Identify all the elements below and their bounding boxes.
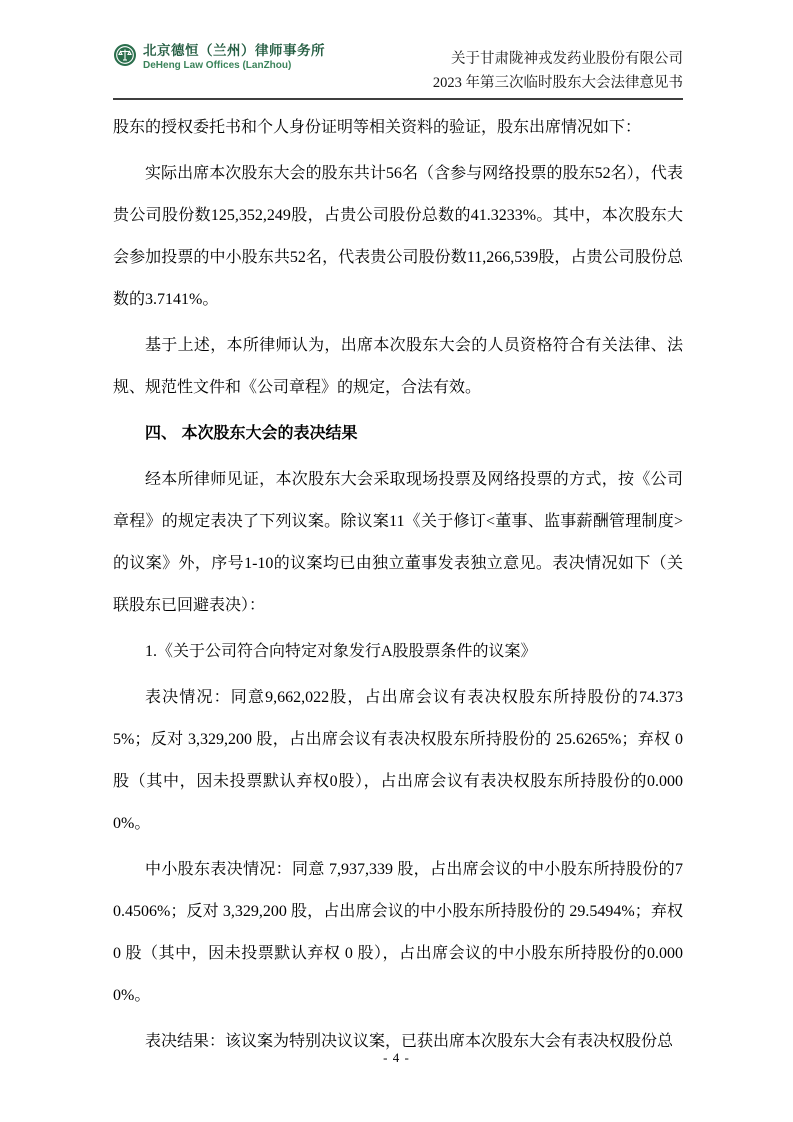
- document-paragraph: 表决情况：同意9,662,022股，占出席会议有表决权股东所持股份的74.3735%；反对 3,329,200 股，占出席会议有表决权股东所持股份的 25.6265%；弃权 0 股（其中，因未投票默认弃权0股），占出席会议有表决权股东所持股份的0.0000%。: [113, 689, 683, 832]
- page-number: - 4 -: [383, 1050, 410, 1065]
- document-paragraph: 中小股东表决情况：同意 7,937,339 股，占出席会议的中小股东所持股份的70.4506%；反对 3,329,200 股，占出席会议的中小股东所持股份的 29.5494%；弃权 0 股（其中，因未投票默认弃权 0 股），占出席会议的中小股东所持股份的0.0000%。: [113, 861, 683, 1004]
- deheng-scales-emblem-icon: [113, 43, 137, 67]
- document-paragraph: 1.《关于公司符合向特定对象发行A股股票条件的议案》: [145, 643, 537, 660]
- document-paragraph: 基于上述，本所律师认为，出席本次股东大会的人员资格符合有关法律、法规、规范性文件和《公司章程》的规定，合法有效。: [113, 337, 683, 396]
- document-paragraph: 经本所律师见证，本次股东大会采取现场投票及网络投票的方式，按《公司章程》的规定表决了下列议案。除议案11《关于修订<董事、监事薪酬管理制度>的议案》外，序号1-10的议案均已由独立董事发表独立意见。表决情况如下（关联股东已回避表决）：: [113, 471, 683, 614]
- firm-name-cn: 北京德恒（兰州）律师事务所: [143, 43, 325, 58]
- document-paragraph: 股东的授权委托书和个人身份证明等相关资料的验证，股东出席情况如下：: [113, 119, 642, 136]
- firm-name-block: [143, 43, 325, 72]
- document-title-line2: 2023 年第三次临时股东大会法律意见书: [432, 75, 683, 91]
- document-title: [433, 47, 683, 95]
- document-body: [113, 107, 683, 1063]
- document-paragraph: 表决结果：该议案为特别决议议案，已获出席本次股东大会有表决权股份总: [145, 1033, 674, 1050]
- document-title-line1: 关于甘肃陇神戎发药业股份有限公司: [451, 51, 683, 67]
- document-paragraph: 四、 本次股东大会的表决结果: [145, 425, 358, 442]
- page-header: [113, 40, 683, 100]
- firm-logo: [113, 43, 325, 72]
- document-paragraph: 实际出席本次股东大会的股东共计56名（含参与网络投票的股东52名），代表贵公司股份数125,352,249股，占贵公司股份总数的41.3233%。其中，本次股东大会参加投票的中小股东共52名，代表贵公司股份数11,266,539股，占贵公司股份总数的3.7141%。: [113, 165, 683, 308]
- firm-name-en: DeHeng Law Offices (LanZhou): [143, 60, 292, 71]
